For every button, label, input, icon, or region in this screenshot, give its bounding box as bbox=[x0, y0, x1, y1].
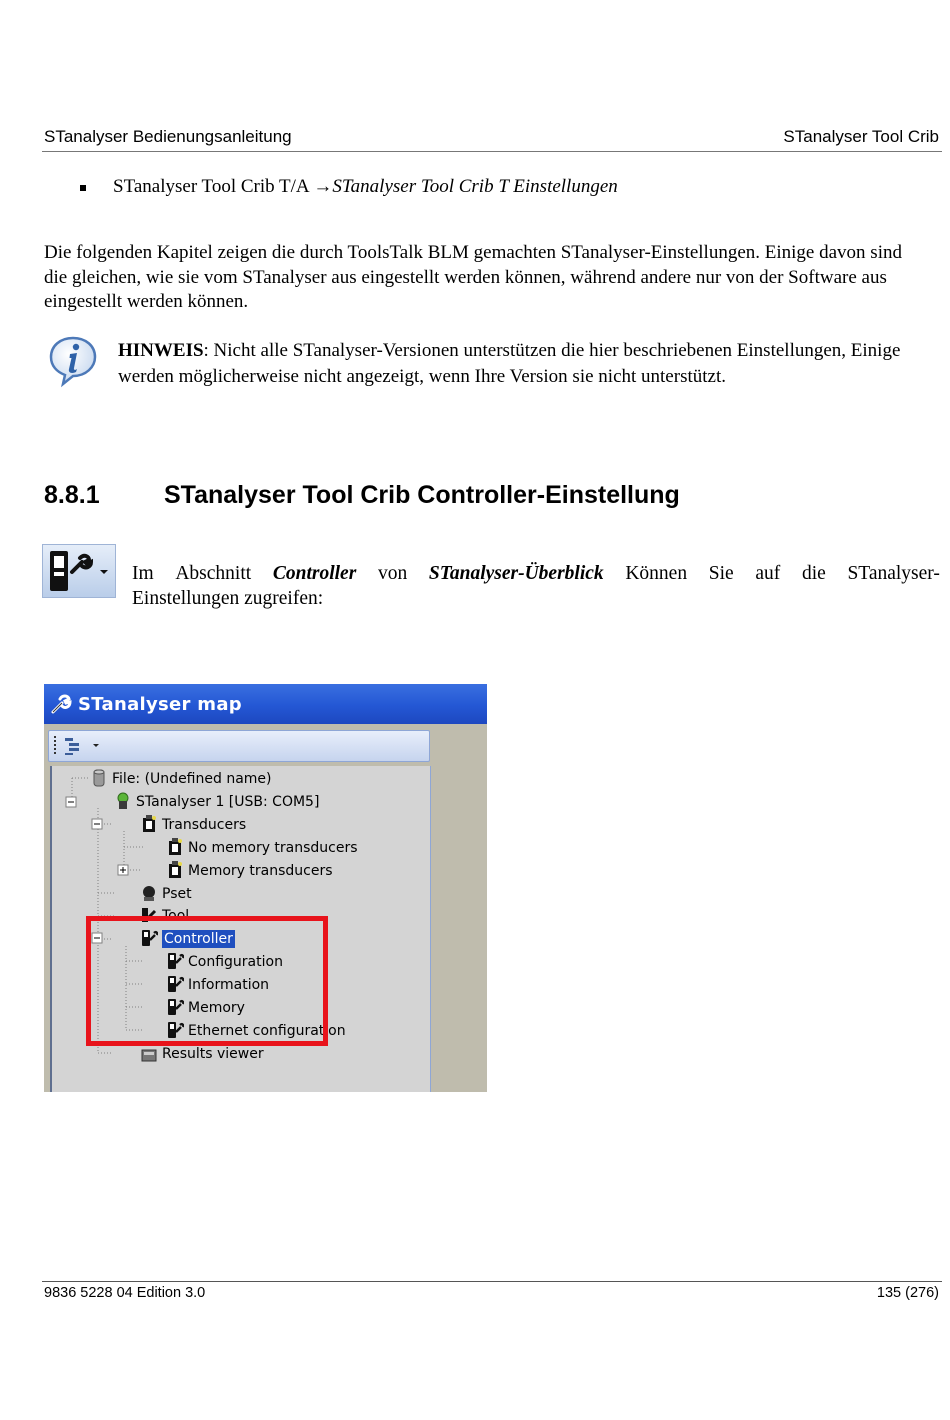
highlight-box bbox=[86, 916, 328, 1046]
header-right: STanalyser Tool Crib bbox=[783, 127, 939, 146]
bullet-icon bbox=[80, 185, 86, 191]
tree-node-label: Configuration bbox=[188, 954, 283, 970]
tree-node[interactable] bbox=[166, 838, 358, 856]
word: die bbox=[801, 563, 826, 584]
tree-node-label: STanalyser 1 [USB: COM5] bbox=[136, 794, 320, 810]
word: STanalyser- bbox=[847, 563, 940, 584]
tree-node-label: File: (Undefined name) bbox=[112, 771, 272, 787]
tree-node[interactable] bbox=[114, 792, 319, 810]
stanalyser-map-screenshot bbox=[44, 684, 487, 1092]
controller-paragraph bbox=[132, 562, 940, 611]
tree-node-label: Memory transducers bbox=[188, 863, 333, 879]
wrench-icon bbox=[50, 693, 72, 715]
word: Im bbox=[132, 563, 154, 584]
tree-node-label: Information bbox=[188, 977, 270, 993]
section-number: 8.8.1 bbox=[44, 481, 100, 509]
section-title: STanalyser Tool Crib Controller-Einstellung bbox=[164, 481, 680, 509]
tree-node[interactable] bbox=[140, 884, 192, 902]
note-label: HINWEIS bbox=[118, 340, 204, 361]
window-titlebar bbox=[44, 684, 487, 724]
tree-node-label: Ethernet configuration bbox=[188, 1023, 346, 1039]
transducer-icon bbox=[140, 815, 158, 833]
word: Können bbox=[625, 563, 688, 584]
word-controller: Controller bbox=[272, 563, 357, 584]
tree-view-icon[interactable] bbox=[51, 735, 111, 757]
tree-node[interactable] bbox=[140, 1044, 264, 1062]
controller-button-icon bbox=[42, 544, 116, 598]
pset-icon bbox=[140, 884, 158, 902]
footer-right: 135 (276) bbox=[876, 1285, 939, 1301]
footer-divider bbox=[42, 1281, 942, 1282]
bullet-prefix: STanalyser Tool Crib T/A → bbox=[113, 176, 333, 197]
chevron-down-icon bbox=[93, 744, 99, 747]
word-overview: STanalyser-Überblick bbox=[428, 563, 604, 584]
tree-node-label: Tool bbox=[162, 908, 190, 924]
tree-node-label: Results viewer bbox=[162, 1046, 264, 1062]
window-title: STanalyser map bbox=[78, 694, 242, 715]
controller-paragraph-line2: Einstellungen zugreifen: bbox=[132, 587, 324, 609]
tree-node-label: Memory bbox=[188, 1000, 245, 1016]
note-text bbox=[118, 338, 933, 390]
word: Abschnitt bbox=[175, 563, 252, 584]
tree-node[interactable] bbox=[166, 861, 333, 879]
file-icon bbox=[90, 769, 108, 787]
bullet-italic: STanalyser Tool Crib T Einstellungen bbox=[332, 176, 618, 197]
tree-node-label: No memory transducers bbox=[188, 840, 358, 856]
intro-paragraph: Die folgenden Kapitel zeigen die durch ToolsTalk BLM gemachten STanalyser-Einstellungen. Einige davon sind die gleichen, wie sie vom STanalyser aus eingestellt werden können, während andere nur von der Software aus eingestellt werden können. bbox=[44, 242, 902, 312]
tree-node-label: Transducers bbox=[162, 817, 247, 833]
tree-node-label: Pset bbox=[162, 886, 192, 902]
word: auf bbox=[755, 563, 781, 584]
info-icon bbox=[46, 334, 100, 388]
word: von bbox=[377, 563, 408, 584]
device-icon bbox=[114, 792, 132, 810]
tree-node[interactable] bbox=[140, 815, 246, 833]
tree-node[interactable] bbox=[90, 769, 271, 787]
transducer-icon bbox=[166, 861, 184, 879]
tree-node-label: Controller bbox=[164, 931, 233, 947]
word: Sie bbox=[708, 563, 734, 584]
header-divider bbox=[42, 151, 942, 152]
note-body: : Nicht alle STanalyser-Versionen unterstützen die hier beschriebenen Einstellungen, Einige werden möglicherweise nicht angezeigt, wenn Ihre Version sie nicht unterstützt. bbox=[118, 340, 901, 387]
tree-toolbar bbox=[48, 730, 430, 762]
bullet-item bbox=[113, 176, 618, 198]
header-left: STanalyser Bedienungsanleitung bbox=[44, 127, 292, 146]
transducer-icon bbox=[166, 838, 184, 856]
results-icon bbox=[140, 1044, 158, 1062]
footer-left: 9836 5228 04 Edition 3.0 bbox=[44, 1285, 206, 1301]
